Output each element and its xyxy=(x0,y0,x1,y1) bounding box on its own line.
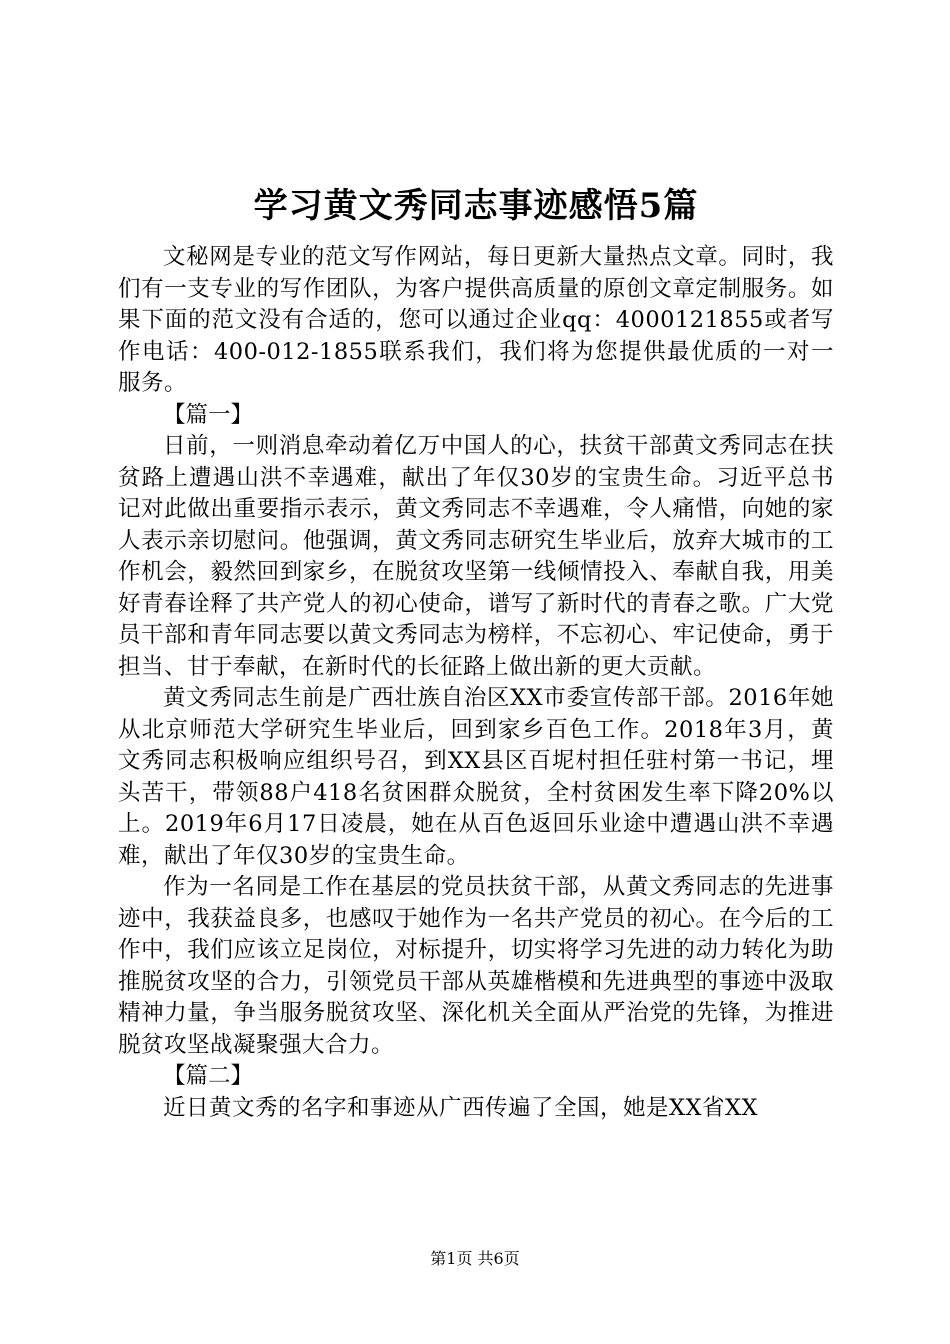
document-body xyxy=(118,178,834,1124)
section1-paragraph-1: 日前，一则消息牵动着亿万中国人的心，扶贫干部黄文秀同志在扶贫路上遭遇山洪不幸遇难，献出了年仅30岁的宝贵生命。习近平总书记对此做出重要指示表示，黄文秀同志不幸遇难，令人痛惜，向她的家人表示亲切慰问。他强调，黄文秀同志研究生毕业后，放弃大城市的工作机会，毅然回到家乡，在脱贫攻坚第一线倾情投入、奉献自我，用美好青春诠释了共产党人的初心使命，谱写了新时代的青春之歌。广大党员干部和青年同志要以黄文秀同志为榜样，不忘初心、牢记使命，勇于担当、甘于奉献，在新时代的长征路上做出新的更大贡献。 xyxy=(118,433,834,680)
document-title: 学习黄文秀同志事迹感悟5篇 xyxy=(253,186,699,226)
section2-paragraph-1: 近日黄文秀的名字和事迹从广西传遍了全国，她是XX省XX xyxy=(163,1094,759,1121)
page-footer: 第1页 共6页 xyxy=(430,1249,520,1268)
section-heading-1: 【篇一】 xyxy=(163,401,254,428)
intro-paragraph: 文秘网是专业的范文写作网站，每日更新大量热点文章。同时，我们有一支专业的写作团队，为客户提供高质量的原创文章定制服务。如果下面的范文没有合适的，您可以通过企业qq：4000121855或者写作电话：400-012-1855联系我们，我们将为您提供最优质的一对一服务。 xyxy=(118,244,834,396)
section1-paragraph-3: 作为一名同是工作在基层的党员扶贫干部，从黄文秀同志的先进事迹中，我获益良多，也感叹于她作为一名共产党员的初心。在今后的工作中，我们应该立足岗位，对标提升，切实将学习先进的动力转化为助推脱贫攻坚的合力，引领党员干部从英雄楷模和先进典型的事迹中汲取精神力量，争当服务脱贫攻坚、深化机关全面从严治党的先锋，为推进脱贫攻坚战凝聚强大合力。 xyxy=(118,874,834,1058)
section-heading-2: 【篇二】 xyxy=(163,1063,254,1089)
section1-paragraph-2: 黄文秀同志生前是广西壮族自治区XX市委宣传部干部。2016年她从北京师范大学研究生毕业后，回到家乡百色工作。2018年3月，黄文秀同志积极响应组织号召，到XX县区百坭村担任驻村第一书记，埋头苦干，带领88户418名贫困群众脱贫，全村贫困发生率下降20%以上。2019年6月17日凌晨，她在从百色返回乐业途中遭遇山洪不幸遇难，献出了年仅30岁的宝贵生命。 xyxy=(118,685,834,869)
